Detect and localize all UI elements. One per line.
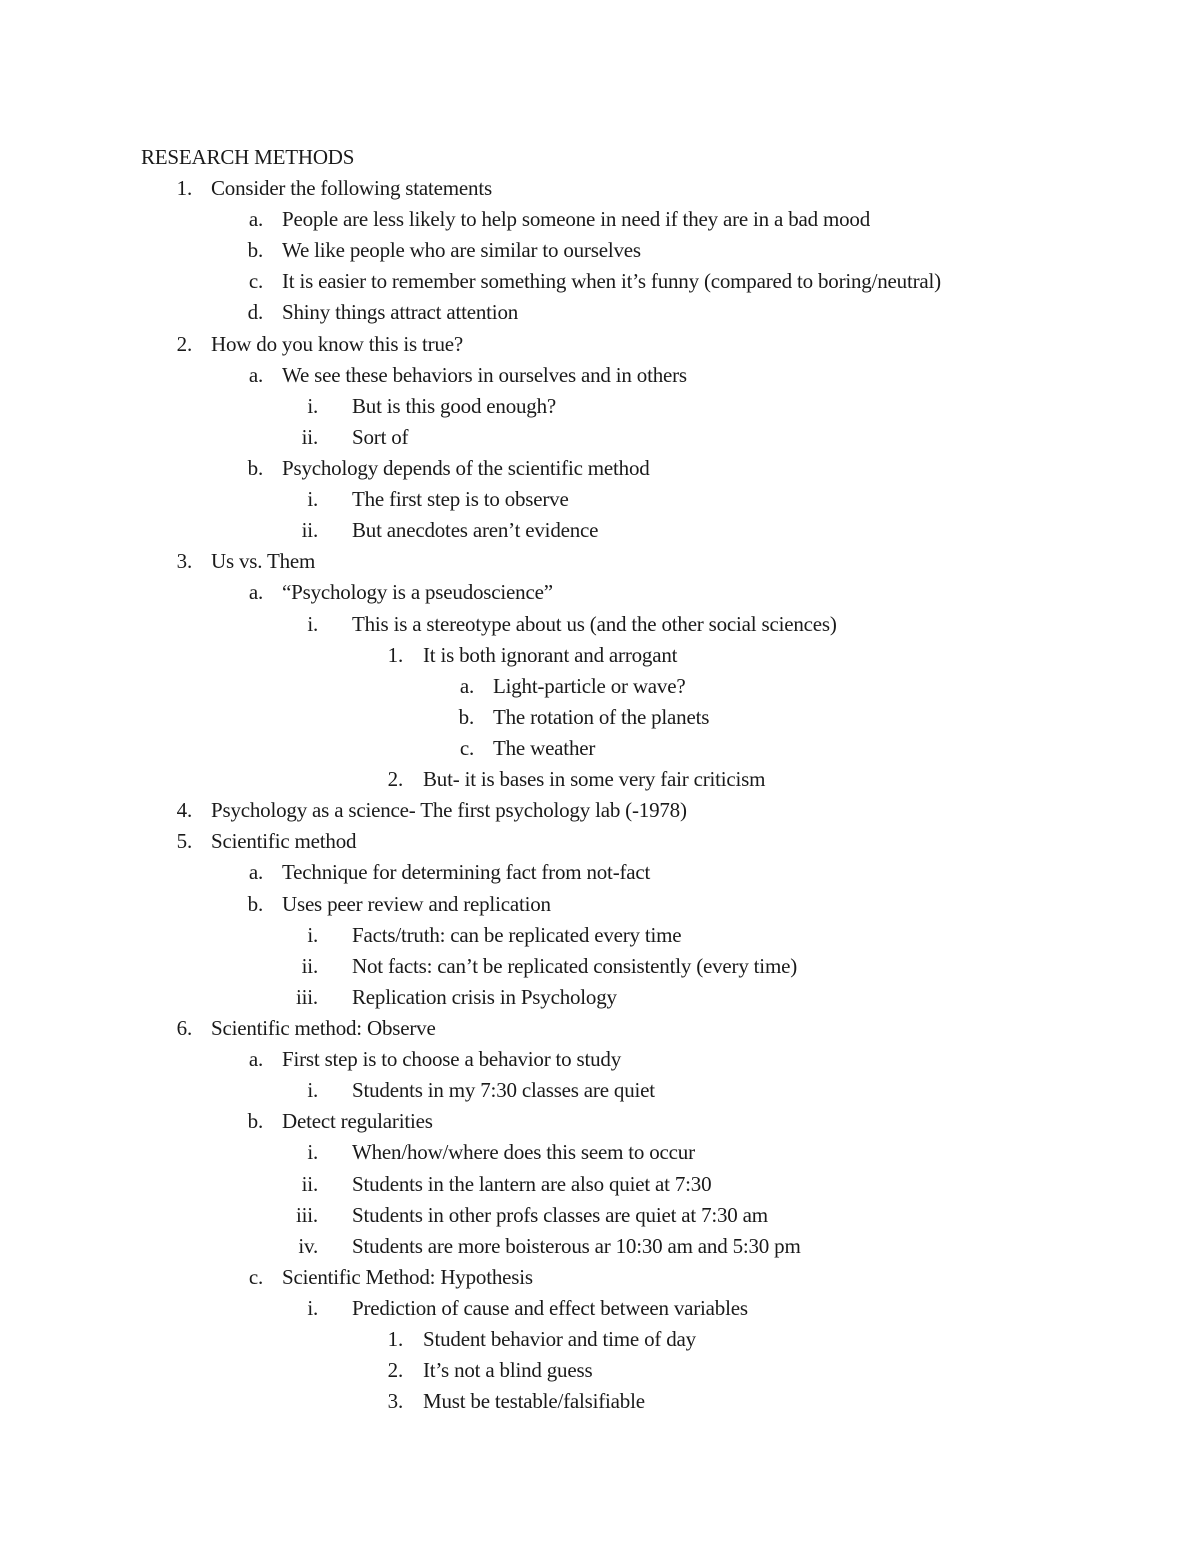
list-item-marker: iii.: [296, 1202, 318, 1227]
list-item: [0, 547, 1200, 578]
list-item-text: Not facts: can’t be replicated consistently (every time): [352, 953, 797, 978]
list-item-text: This is a stereotype about us (and the other social sciences): [352, 611, 837, 636]
list-item: [0, 952, 1200, 983]
list-item-text: Replication crisis in Psychology: [352, 984, 617, 1009]
list-item-text: Light-particle or wave?: [493, 673, 686, 698]
list-item: [0, 1263, 1200, 1294]
list-item-marker: 3.: [176, 549, 192, 574]
list-item-marker: 1.: [176, 176, 192, 200]
list-item: [0, 983, 1200, 1014]
list-item-marker: 2.: [387, 767, 403, 792]
list-item: [0, 1170, 1200, 1201]
list-item: [0, 361, 1200, 392]
list-item-text: We like people who are similar to ourselves: [282, 238, 641, 263]
list-item: [0, 641, 1200, 672]
list-item: [0, 765, 1200, 796]
list-item: [0, 796, 1200, 827]
list-item: [0, 1325, 1200, 1356]
list-item-marker: ii.: [301, 1171, 318, 1196]
list-item-marker: i.: [307, 1295, 318, 1320]
list-item-text: It’s not a blind guess: [423, 1358, 593, 1383]
list-item-marker: c.: [248, 1264, 263, 1289]
list-item-text: Students are more boisterous ar 10:30 am and 5:30 pm: [352, 1233, 801, 1258]
list-item: [0, 516, 1200, 547]
list-item-text: Consider the following statements: [211, 176, 492, 200]
list-item: [0, 827, 1200, 858]
list-item-marker: b.: [247, 238, 263, 263]
list-item-text: Students in the lantern are also quiet at 7:30: [352, 1171, 712, 1196]
list-item-text: It is both ignorant and arrogant: [423, 642, 678, 667]
list-item-marker: i.: [307, 1078, 318, 1103]
list-item: [0, 1014, 1200, 1045]
list-item-marker: b.: [247, 1109, 263, 1134]
list-item-marker: 4.: [176, 798, 192, 823]
list-item-marker: 2.: [176, 331, 192, 356]
list-item: [0, 1107, 1200, 1138]
list-item-marker: 2.: [387, 1358, 403, 1383]
list-item-text: It is easier to remember something when it’s funny (compared to boring/neutral): [282, 269, 941, 294]
list-item-marker: i.: [307, 393, 318, 418]
list-item: [0, 205, 1200, 236]
list-item-text: Scientific method: [211, 829, 357, 854]
list-item-marker: 3.: [387, 1389, 403, 1414]
list-item-marker: a.: [248, 1047, 263, 1072]
list-item-marker: a.: [248, 860, 263, 885]
list-item: [0, 1138, 1200, 1169]
list-item: [0, 1294, 1200, 1325]
list-item-text: But anecdotes aren’t evidence: [352, 518, 599, 543]
list-item-marker: i.: [307, 487, 318, 512]
list-item: [0, 174, 1200, 205]
list-item-text: Psychology as a science- The first psychology lab (-1978): [211, 798, 687, 823]
list-item-text: Prediction of cause and effect between variables: [352, 1295, 748, 1320]
list-item-text: “Psychology is a pseudoscience”: [282, 580, 553, 605]
list-item-text: Technique for determining fact from not-fact: [282, 860, 651, 885]
list-item: [0, 1356, 1200, 1387]
list-item-text: But is this good enough?: [352, 393, 557, 418]
list-item: [0, 890, 1200, 921]
list-item-text: Must be testable/falsifiable: [423, 1389, 645, 1414]
list-item-text: The weather: [493, 735, 596, 760]
list-item: [0, 734, 1200, 765]
list-item: [0, 1045, 1200, 1076]
list-item-marker: b.: [247, 891, 263, 916]
list-item-marker: iv.: [298, 1233, 318, 1258]
list-item: [0, 1076, 1200, 1107]
list-item: [0, 703, 1200, 734]
list-item-text: The rotation of the planets: [493, 704, 710, 729]
list-item: [0, 267, 1200, 298]
list-item: [0, 298, 1200, 329]
list-item: [0, 672, 1200, 703]
list-item-text: Scientific method: Observe: [211, 1015, 436, 1040]
list-item-text: Detect regularities: [282, 1109, 433, 1134]
list-item-text: When/how/where does this seem to occur: [352, 1140, 695, 1165]
list-item-marker: b.: [458, 704, 474, 729]
list-item-marker: 6.: [176, 1015, 192, 1040]
list-item-marker: i.: [307, 611, 318, 636]
list-item-marker: a.: [248, 580, 263, 605]
list-item-marker: b.: [247, 455, 263, 480]
list-item-text: Students in my 7:30 classes are quiet: [352, 1078, 655, 1103]
list-item: [0, 610, 1200, 641]
list-item-text: First step is to choose a behavior to study: [282, 1047, 622, 1072]
list-item-marker: 1.: [387, 1327, 403, 1352]
list-item-text: We see these behaviors in ourselves and in others: [282, 362, 687, 387]
list-item-text: Scientific Method: Hypothesis: [282, 1264, 533, 1289]
list-item-text: But- it is bases in some very fair criticism: [423, 767, 766, 792]
list-item: [0, 1201, 1200, 1232]
list-item-marker: ii.: [301, 518, 318, 543]
list-item-text: Shiny things attract attention: [282, 300, 519, 325]
list-item-marker: ii.: [301, 953, 318, 978]
list-item-text: The first step is to observe: [352, 487, 569, 512]
list-item-text: How do you know this is true?: [211, 331, 464, 356]
list-item-marker: iii.: [296, 984, 318, 1009]
list-item-marker: ii.: [301, 424, 318, 449]
list-item: [0, 454, 1200, 485]
list-item: [0, 921, 1200, 952]
list-item: [0, 330, 1200, 361]
list-item-text: Students in other profs classes are quiet at 7:30 am: [352, 1202, 768, 1227]
list-item-marker: c.: [459, 735, 474, 760]
list-item-marker: a.: [248, 362, 263, 387]
list-item-text: Student behavior and time of day: [423, 1327, 696, 1352]
list-item-marker: i.: [307, 922, 318, 947]
list-item-text: Psychology depends of the scientific method: [282, 455, 650, 480]
list-item-marker: a.: [459, 673, 474, 698]
list-item: [0, 423, 1200, 454]
list-item-marker: d.: [247, 300, 263, 325]
list-item-text: Sort of: [352, 424, 409, 449]
list-item-text: People are less likely to help someone in need if they are in a bad mood: [282, 207, 871, 232]
list-item: [0, 1387, 1200, 1418]
document-title: RESEARCH METHODS: [141, 145, 355, 169]
list-item: [0, 236, 1200, 267]
list-item: [0, 578, 1200, 609]
list-item-marker: 5.: [176, 829, 192, 854]
list-item: [0, 392, 1200, 423]
list-item-text: Uses peer review and replication: [282, 891, 551, 916]
list-item-text: Us vs. Them: [211, 549, 316, 574]
outline-list: [0, 174, 1200, 1418]
list-item-marker: 1.: [387, 642, 403, 667]
list-item-marker: c.: [248, 269, 263, 294]
list-item: [0, 858, 1200, 889]
list-item-text: Facts/truth: can be replicated every time: [352, 922, 682, 947]
list-item-marker: i.: [307, 1140, 318, 1165]
list-item-marker: a.: [248, 207, 263, 232]
list-item: [0, 485, 1200, 516]
list-item: [0, 1232, 1200, 1263]
